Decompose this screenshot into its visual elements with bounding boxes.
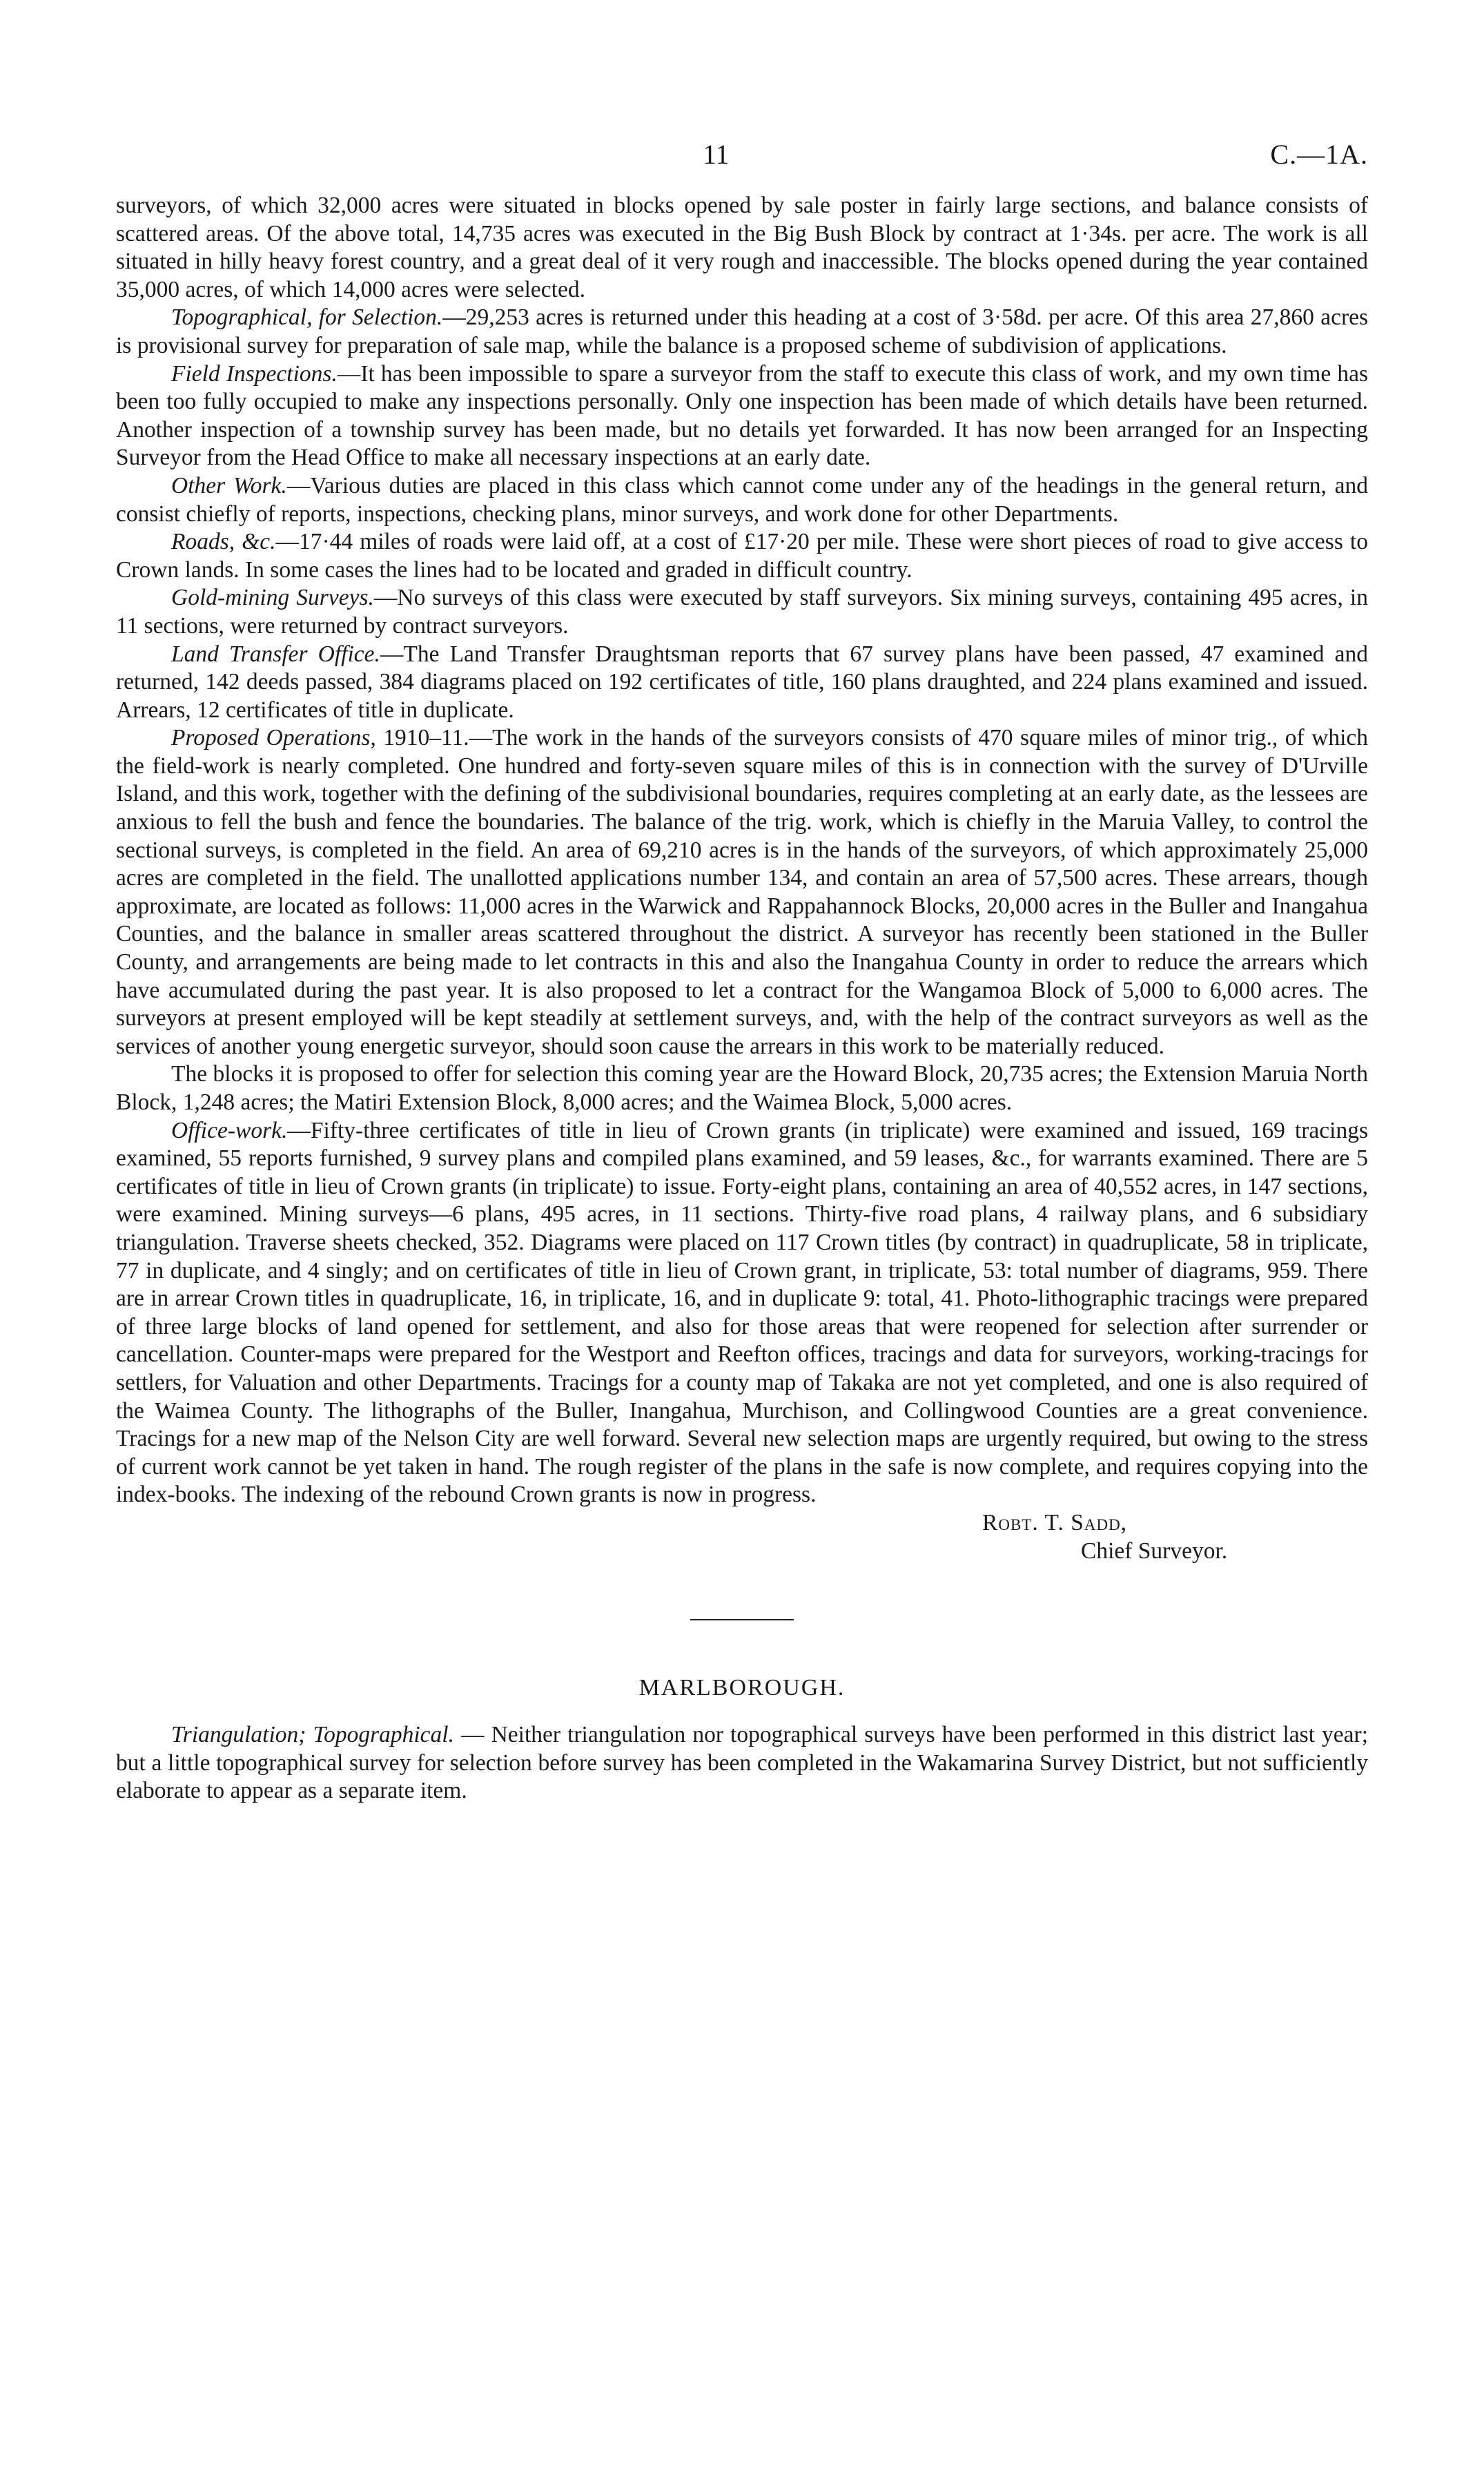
- paragraph-heading: Other Work.: [171, 472, 287, 498]
- paragraph-text: — Neither triangulation nor topographical surveys have been performed in this district last year; but a little topographical survey for selection before survey has been completed in the Wakamarina Survey District, but not sufficiently elaborate to appear as a separate item.: [116, 1722, 1369, 1804]
- signature-block: [116, 1509, 1368, 1565]
- page-number: 11: [703, 139, 730, 170]
- paragraph-heading: Gold-mining Surveys.: [171, 585, 374, 611]
- paragraph-text: —No surveys of this class were executed by staff surveyors. Six mining surveys, containing 495 acres, in 11 sections, were returned by contract surveyors.: [116, 585, 1368, 639]
- paragraph: [116, 528, 1368, 584]
- paragraph-heading: Triangulation; Topographical.: [171, 1722, 454, 1748]
- signatory-name: Robt. T. Sadd,: [982, 1509, 1128, 1535]
- paragraph-text: —29,253 acres is returned under this heading at a cost of 3·58d. per acre. Of this area 27,860 acres is provisional survey for preparation of sale map, while the balance is a proposed scheme of subdivision of applications.: [116, 304, 1369, 358]
- paragraph-heading: Field Inspections.: [171, 360, 338, 387]
- paragraph-text: —Fifty-three certificates of title in lieu of Crown grants (in triplicate) were examined and issued, 169 tracings examined, 55 reports furnished, 9 survey plans and compiled plans examined, and 59 leases, &c., for warrants examined. There are 5 certificates of title in lieu of Crown grants (in triplicate) to issue. Forty-eight plans, containing an area of 40,552 acres, in 147 sections, were examined. Mining surveys—6 plans, 495 acres, in 11 sections. Thirty-five road plans, 4 railway plans, and 6 subsidiary triangulation. Traverse sheets checked, 352. Diagrams were placed on 117 Crown titles (by contract) in quadruplicate, 58 in triplicate, 77 in duplicate, and 4 singly; and on certificates of title in lieu of Crown grant, in triplicate, 53: total number of diagrams, 959. There are in arrear Crown titles in quadruplicate, 16, in triplicate, 16, and in duplicate 9: total, 41. Photo-lithographic tracings were prepared of three large blocks of land opened for settlement, and also for those areas that were reopened for selection after surrender or cancellation. Counter-maps were prepared for the Westport and Reefton offices, tracings and data for surveyors, working-tracings for settlers, for Valuation and other Departments. Tracings for a county map of Takaka are not yet completed, and one is also required of the Waimea County. The lithographs of the Buller, Inangahua, Murchison, and Collingwood Counties are a great convenience. Tracings for a new map of the Nelson City are well forward. Several new selection maps are urgently required, but owing to the stress of current work cannot be yet taken in hand. The rough register of the plans in the safe is now complete, and requires copying into the index-books. The indexing of the rebound Crown grants is now in progress.: [116, 1117, 1368, 1508]
- paragraph: [116, 192, 1368, 304]
- paragraph-text: —Various duties are placed in this class which cannot come under any of the headings in the general return, and consist chiefly of reports, inspections, checking plans, minor surveys, and work done for other Departments.: [116, 472, 1368, 527]
- paragraph-heading: Office-work.: [171, 1117, 288, 1143]
- paragraph-text: The blocks it is proposed to offer for selection this coming year are the Howard Block, 20,735 acres; the Extension Maruia North Block, 1,248 acres; the Matiri Extension Block, 8,000 acres; and the Waimea Block, 5,000 acres.: [116, 1061, 1368, 1115]
- paragraph: [116, 1117, 1368, 1509]
- paragraph-text: 1910–11.—The work in the hands of the surveyors consists of 470 square miles of minor trig., of which the field-work is nearly completed. One hundred and forty-seven square miles of this is in connection with the survey of D'Urville Island, and this work, together with the defining of the subdivisional boundaries, requires completing at an early date, as the lessees are anxious to fell the bush and fence the boundaries. The balance of the trig. work, which is chiefly in the Maruia Valley, to control the sectional surveys, is completed in the field. An area of 69,210 acres is in the hands of the surveyors, of which approximately 25,000 acres are completed in the field. The unallotted applications number 134, and contain an area of 57,500 acres. These arrears, though approximate, are located as follows: 11,000 acres in the Warwick and Rappahannock Blocks, 20,000 acres in the Buller and Inangahua Counties, and the balance in smaller areas scattered throughout the district. A surveyor has recently been stationed in the Buller County, and arrangements are being made to let contracts in this and also the Inangahua County in order to reduce the arrears which have accumulated during the past year. It is also proposed to let a contract for the Wangamoa Block of 5,000 to 6,000 acres. The surveyors at present employed will be kept steadily at settlement surveys, and, with the help of the contract surveyors as well as the services of another young energetic surveyor, should soon cause the arrears in this work to be materially reduced.: [116, 725, 1368, 1059]
- paragraph: [116, 360, 1368, 472]
- section-divider: [690, 1619, 794, 1620]
- paragraph-text: —It has been impossible to spare a surveyor from the staff to execute this class of work, and my own time has been too fully occupied to make any inspections personally. Only one inspection has been made of which details have been returned. Another inspection of a township survey has been made, but no details yet forwarded. It has now been arranged for an Inspecting Surveyor from the Head Office to make all necessary inspections at an early date.: [116, 360, 1368, 471]
- paragraph: [116, 472, 1368, 528]
- paragraph-text: —17·44 miles of roads were laid off, at a cost of £17·20 per mile. These were short pieces of road to give access to Crown lands. In some cases the lines had to be located and graded in difficult country.: [116, 529, 1368, 583]
- paragraph-heading: Land Transfer Office.: [171, 641, 380, 667]
- body-text: [116, 192, 1368, 1509]
- paragraph: [116, 641, 1368, 725]
- paragraph-heading: Topographical, for Selection.: [171, 304, 443, 331]
- paragraph: [116, 1060, 1368, 1116]
- section-text: [116, 1721, 1368, 1805]
- paragraph: [116, 304, 1368, 360]
- paragraph-heading: Proposed Operations,: [171, 725, 376, 751]
- section-heading: MARLBOROUGH.: [638, 1675, 846, 1701]
- paragraph-text: surveyors, of which 32,000 acres were situated in blocks opened by sale poster in fairly large sections, and balance consists of scattered areas. Of the above total, 14,735 acres was executed in the Big Bush Block by contract at 1·34s. per acre. The work is all situated in hilly heavy forest country, and a great deal of it very rough and inaccessible. The blocks opened during the year contained 35,000 acres, of which 14,000 acres were selected.: [116, 193, 1368, 302]
- paragraph: [116, 724, 1368, 1060]
- page-header: [116, 131, 1368, 186]
- paragraph-text: —The Land Transfer Draughtsman reports that 67 survey plans have been passed, 47 examined and returned, 142 deeds passed, 384 diagrams placed on 192 certificates of title, 160 plans draughted, and 224 plans examined and issued. Arrears, 12 certificates of title in duplicate.: [116, 641, 1369, 723]
- paragraph: [116, 584, 1368, 640]
- signatory-title: Chief Surveyor.: [1081, 1538, 1228, 1564]
- paragraph-heading: Roads, &c.: [171, 529, 276, 555]
- document-page: [116, 131, 1368, 1805]
- document-reference: C.—1A.: [1270, 139, 1368, 170]
- paragraph: [116, 1721, 1368, 1805]
